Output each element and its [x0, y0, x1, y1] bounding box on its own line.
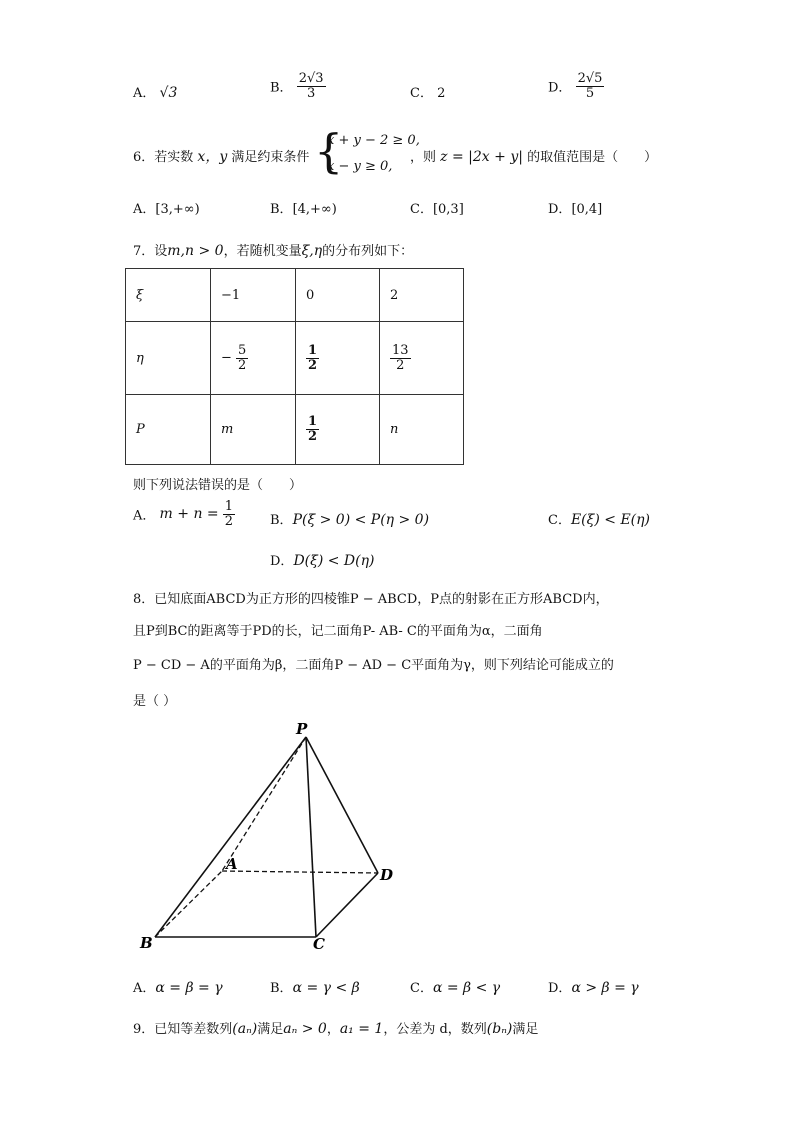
fraction: $\frac{2√5}{5}$ [577, 71, 603, 101]
q7-option-c: C．E(ξ) < E(η) [548, 512, 650, 528]
q5-option-b [270, 72, 326, 100]
fraction: $\frac{2√3}{3}$ [298, 71, 324, 101]
option-label: D． [548, 80, 572, 96]
q7-option-b: B．P(ξ > 0) < P(η > 0) [270, 512, 430, 528]
q8-line-2: 且P到BC的距离等于PD的长，记二面角P- AB- C的平面角为α，二面角 [133, 624, 543, 639]
edge-cd [316, 873, 378, 937]
table-cell: 0 [296, 269, 380, 322]
table-cell: − $\frac{5}{2}$ [211, 322, 296, 395]
q8-option-a: A．α = β = γ [133, 980, 223, 996]
label-d: D [380, 866, 394, 884]
q8-option-b: B．α = γ < β [270, 980, 360, 996]
q6-option-c: C．[0,3] [410, 202, 464, 217]
q8-option-c: C．α = β < γ [410, 980, 501, 996]
fraction: $\frac{1}{2}$ [308, 414, 318, 444]
row-head-p: P [126, 395, 211, 465]
table-cell: −1 [211, 269, 296, 322]
q5-option-d [548, 72, 604, 100]
q8-option-d: D．α > β = γ [548, 980, 639, 996]
edge-pc [306, 737, 316, 937]
q7-stem: 7．设m,n > 0，若随机变量ξ,η的分布列如下： [133, 243, 414, 259]
edge-pb [155, 737, 306, 937]
q7-option-a: A． m + n = $\frac{1}{2}$ [133, 499, 234, 529]
fraction: $\frac{13}{2}$ [392, 342, 409, 373]
table-row [126, 395, 464, 465]
pyramid-figure [130, 715, 410, 955]
q7-option-d: D．D(ξ) < D(η) [270, 553, 375, 569]
label-a: A [226, 855, 238, 873]
distribution-table [125, 268, 464, 465]
option-value: 2 [437, 86, 446, 101]
q5-option-c [410, 82, 445, 101]
q5-option-a [133, 82, 177, 101]
option-label: B． [270, 80, 293, 96]
table-cell [296, 395, 380, 465]
label-c: C [313, 935, 325, 953]
q6-stem-tail: ，则 z = |2x + y| 的取值范围是（ ） [410, 149, 658, 165]
table-cell: m [211, 395, 296, 465]
table-row [126, 269, 464, 322]
option-value: √3 [159, 85, 178, 101]
q8-line-1: 8．已知底面ABCD为正方形的四棱锥P − ABCD，P点的射影在正方形ABCD内， [133, 592, 609, 607]
q9-stem: 9．已知等差数列(aₙ)满足aₙ > 0，a₁ = 1，公差为 d，数列(bₙ)满足 [133, 1021, 539, 1037]
row-head-xi: ξ [126, 269, 211, 322]
edge-pa [222, 737, 306, 871]
option-label: A． [133, 86, 156, 101]
option-label: C． [410, 86, 433, 101]
edge-pd [306, 737, 378, 873]
row-head-eta: η [126, 322, 211, 395]
q6-option-d: D．[0,4] [548, 202, 603, 217]
q6-option-b: B．[4,+∞) [270, 202, 337, 217]
table-cell: 2 [380, 269, 464, 322]
table-row [126, 322, 464, 395]
edge-ad [222, 871, 378, 873]
table-cell [380, 322, 464, 395]
q7-question: 则下列说法错误的是（ ） [133, 478, 303, 493]
label-p: P [296, 720, 308, 738]
table-cell [296, 322, 380, 395]
q6-stem: 6．若实数 x，y 满足约束条件 [133, 149, 310, 165]
constraint-brace: { [314, 124, 344, 178]
constraint-1: x + y − 2 ≥ 0, [327, 133, 420, 148]
q8-line-4: 是（ ） [133, 694, 177, 709]
q6-option-a: A．[3,+∞) [133, 202, 200, 217]
constraint-2: x − y ≥ 0, [327, 159, 393, 174]
fraction: $\frac{5}{2}$ [238, 342, 247, 373]
table-cell: n [380, 395, 464, 465]
label-b: B [140, 934, 153, 952]
edge-ab [155, 871, 222, 937]
fraction: $\frac{1}{2}$ [224, 499, 234, 529]
q8-line-3: P − CD − A的平面角为β，二面角P − AD − C平面角为γ，则下列结论可能成立的 [133, 658, 614, 673]
fraction: $\frac{1}{2}$ [308, 342, 318, 373]
